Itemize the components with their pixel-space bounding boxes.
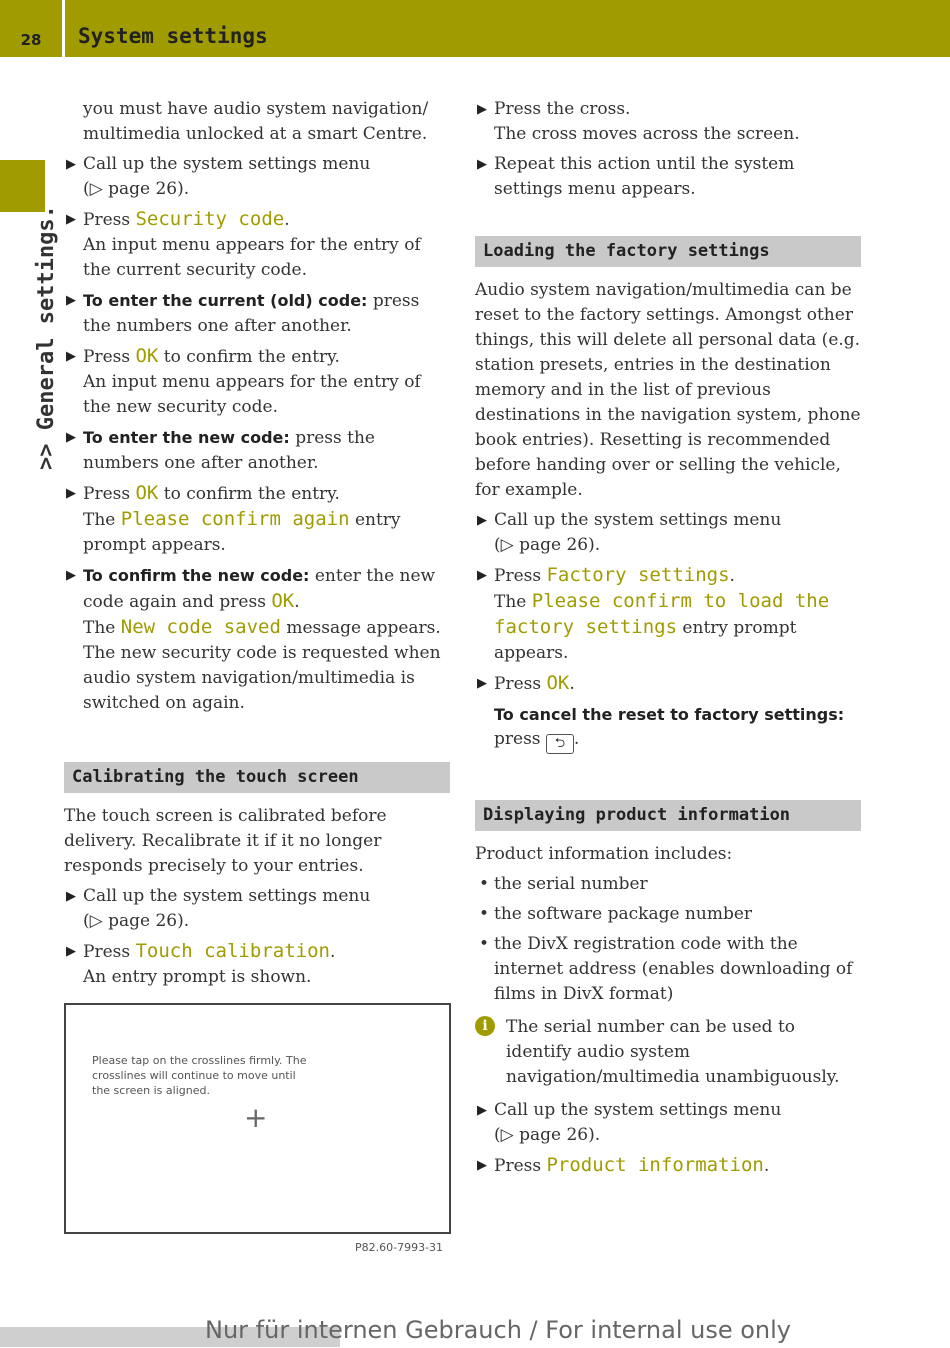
step-arrow-icon: ▶	[66, 944, 76, 959]
step-arrow-icon: ▶	[66, 212, 76, 227]
header-divider	[62, 0, 65, 57]
info-text: The serial number can be used to identify audio system navigation/multimedia unambiguously.	[506, 1017, 840, 1087]
menu-item-touch-calibration: Touch calibration	[135, 940, 330, 962]
calibration-screenshot	[64, 1003, 451, 1234]
step-text: Press	[83, 347, 136, 367]
step-result: The new security code is requested when audio system navigation/multimedia is switched on again.	[83, 643, 441, 713]
info-icon: i	[475, 1016, 495, 1036]
step-text: .	[763, 1156, 770, 1176]
step-arrow-icon: ▶	[477, 568, 487, 583]
section-heading-product-info: Displaying product information	[475, 800, 861, 831]
step-press-touch-calibration	[64, 939, 450, 990]
list-item	[475, 932, 861, 1007]
step-call-menu	[64, 884, 450, 934]
step-text: .	[729, 566, 735, 586]
step-text: enter the new code again and press	[83, 566, 436, 612]
step-press-factory-settings	[475, 563, 861, 666]
page-header	[0, 0, 950, 57]
page-reference: (▷ page 26).	[83, 179, 190, 199]
step-press-product-information	[475, 1153, 861, 1179]
page-title: System settings	[78, 24, 268, 48]
calibrating-intro: The touch screen is calibrated before delivery. Recalibrate it if it no longer responds precisely to your entries.	[64, 806, 387, 876]
cancel-label: To cancel the reset to factory settings:	[494, 705, 845, 724]
product-intro: Product information includes:	[475, 844, 733, 864]
step-text: Call up the system settings menu	[494, 1100, 782, 1120]
step-text: Press	[83, 484, 136, 504]
step-text: .	[329, 942, 336, 962]
step-arrow-icon: ▶	[477, 1158, 487, 1173]
cancel-instruction	[475, 702, 861, 754]
step-enter-old-code	[64, 288, 450, 339]
step-text: Press	[494, 674, 547, 694]
left-column	[64, 97, 450, 995]
page-reference: (▷ page 26).	[494, 1125, 601, 1145]
step-arrow-icon: ▶	[477, 676, 487, 691]
prompt-confirm-factory: Please confirm to load the factory settings	[494, 590, 830, 638]
step-arrow-icon: ▶	[66, 568, 76, 583]
step-call-menu	[475, 508, 861, 558]
step-bold-label: To confirm the new code:	[83, 566, 310, 585]
list-item-text: the DivX registration code with the internet address (enables downloading of films in DivX format)	[494, 934, 853, 1004]
step-arrow-icon: ▶	[66, 889, 76, 904]
cancel-text: .	[573, 729, 580, 749]
factory-intro: Audio system navigation/multimedia can be reset to the factory settings. Amongst other things, this will delete all personal data (e.g. station presets, entries in the destination memory and in the list of previous destinations in the navigation system, phone book entries). Resetting is recommended before handing over or selling the vehicle, for example.	[475, 280, 861, 500]
page-reference: (▷ page 26).	[494, 535, 601, 555]
step-text: .	[569, 674, 575, 694]
step-text: Call up the system settings menu	[83, 154, 371, 174]
step-press-cross	[475, 97, 861, 147]
step-confirm-ok	[64, 344, 450, 420]
step-text: Press	[494, 1156, 547, 1176]
step-text: Press	[83, 942, 136, 962]
list-item-text: the serial number	[494, 874, 648, 894]
step-confirm-new-code	[64, 563, 450, 716]
menu-item-product-information: Product information	[546, 1154, 764, 1176]
step-result: The	[494, 592, 532, 612]
step-repeat	[475, 152, 861, 202]
menu-item-ok: OK	[135, 345, 159, 367]
step-result: The	[83, 618, 121, 638]
footer-watermark: Nur für internen Gebrauch / For internal use only	[205, 1316, 791, 1344]
step-bold-label: To enter the new code:	[83, 428, 290, 447]
step-text: Call up the system settings menu	[494, 510, 782, 530]
step-enter-new-code	[64, 425, 450, 476]
step-result: entry prompt appears.	[494, 618, 797, 663]
figure-reference: P82.60-7993-31	[355, 1241, 444, 1254]
step-text: to confirm the entry.	[158, 484, 340, 504]
right-column	[475, 97, 861, 1184]
step-call-menu	[64, 152, 450, 202]
step-text: Repeat this action until the system settings menu appears.	[494, 154, 795, 199]
section-heading-factory: Loading the factory settings	[475, 236, 861, 267]
page-reference: (▷ page 26).	[83, 911, 190, 931]
intro-text: you must have audio system navigation/ multimedia unlocked at a smart Centre.	[83, 99, 429, 144]
step-arrow-icon: ▶	[66, 430, 76, 445]
step-result: entry prompt appears.	[83, 510, 401, 555]
step-confirm-ok-2	[64, 481, 450, 558]
step-text: Press	[83, 210, 136, 230]
back-key-icon: ⮌	[546, 734, 574, 754]
step-text: .	[284, 210, 290, 230]
bullet-icon: •	[479, 904, 490, 924]
step-text: .	[294, 592, 300, 612]
step-press-security-code	[64, 207, 450, 283]
step-text: to confirm the entry.	[158, 347, 340, 367]
step-result: An input menu appears for the entry of the new security code.	[83, 372, 421, 417]
prompt-please-confirm-again: Please confirm again	[120, 508, 350, 530]
step-text: Press	[494, 566, 547, 586]
section-heading-calibrating: Calibrating the touch screen	[64, 762, 450, 793]
list-item	[475, 902, 861, 927]
list-item-text: the software package number	[494, 904, 753, 924]
cancel-text: press	[494, 729, 546, 749]
bullet-icon: •	[479, 934, 490, 954]
list-item	[475, 872, 861, 897]
step-press-ok	[475, 671, 861, 697]
menu-item-factory-settings: Factory settings	[546, 564, 730, 586]
page-number: 28	[20, 31, 42, 49]
step-arrow-icon: ▶	[66, 157, 76, 172]
step-text: Press the cross.	[494, 99, 631, 119]
step-text: Call up the system settings menu	[83, 886, 371, 906]
side-tab-label: >> General settings.	[34, 205, 59, 470]
step-arrow-icon: ▶	[477, 157, 487, 172]
step-result: message appears.	[280, 618, 441, 638]
menu-item-ok: OK	[135, 482, 159, 504]
step-arrow-icon: ▶	[477, 1103, 487, 1118]
step-arrow-icon: ▶	[477, 513, 487, 528]
calibration-message: Please tap on the crosslines firmly. The crosslines will continue to move until the screen is aligned.	[92, 1054, 307, 1097]
step-result: An input menu appears for the entry of the current security code.	[83, 235, 421, 280]
bullet-icon: •	[479, 874, 490, 894]
step-call-menu	[475, 1098, 861, 1148]
menu-item-ok: OK	[546, 672, 570, 694]
step-arrow-icon: ▶	[477, 102, 487, 117]
step-result: The cross moves across the screen.	[494, 124, 800, 144]
info-note	[475, 1015, 861, 1090]
step-result: An entry prompt is shown.	[83, 967, 312, 987]
step-text: press the numbers one after another.	[83, 291, 420, 336]
step-result: The	[83, 510, 121, 530]
step-bold-label: To enter the current (old) code:	[83, 291, 368, 310]
step-arrow-icon: ▶	[66, 486, 76, 501]
menu-item-security-code: Security code	[135, 208, 285, 230]
crosshair-icon: +	[244, 1101, 268, 1134]
step-text: press the numbers one after another.	[83, 428, 375, 473]
step-arrow-icon: ▶	[66, 293, 76, 308]
menu-item-ok: OK	[271, 590, 295, 612]
message-new-code-saved: New code saved	[120, 616, 281, 638]
step-arrow-icon: ▶	[66, 349, 76, 364]
